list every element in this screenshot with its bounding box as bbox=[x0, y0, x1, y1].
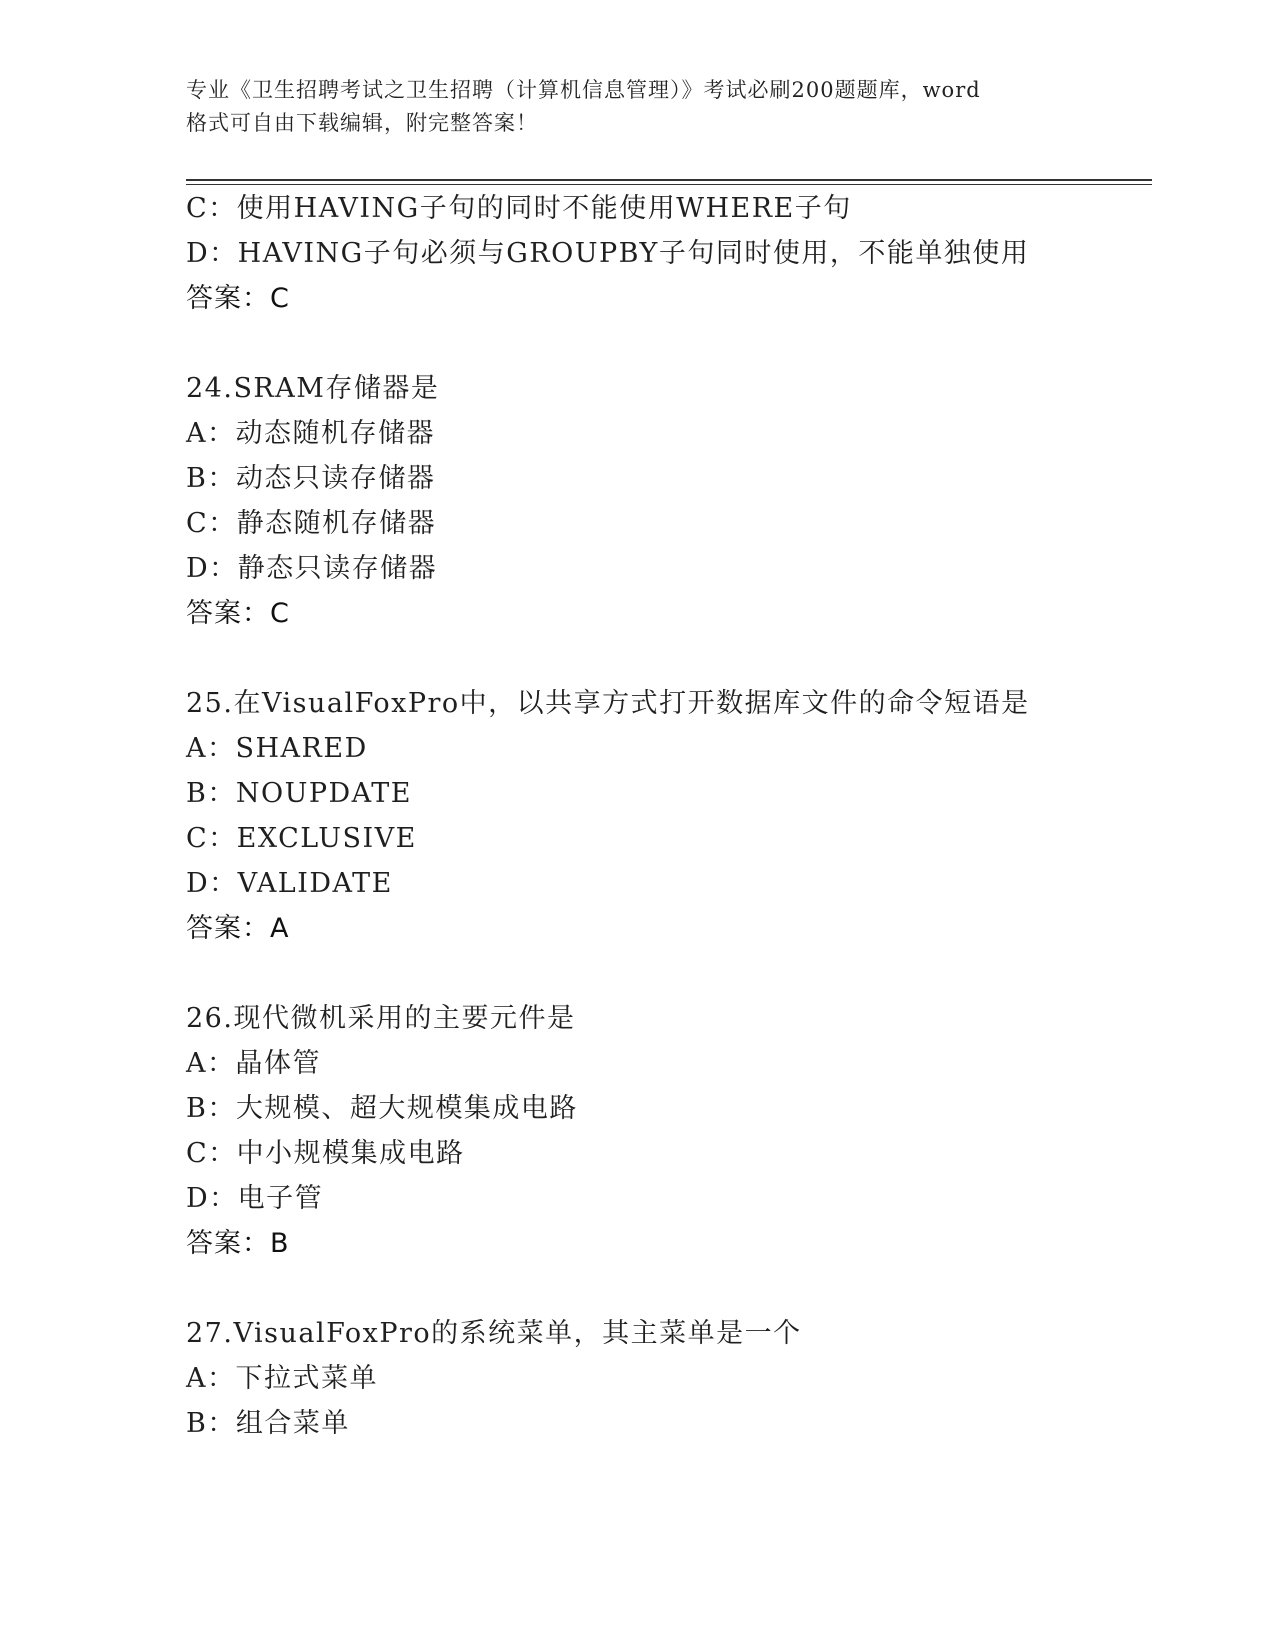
question-24: 24.SRAM存储器是 bbox=[186, 373, 440, 404]
header-line-2: 格式可自由下载编辑，附完整答案！ bbox=[186, 111, 538, 135]
answer-line: 答案：B bbox=[186, 1228, 290, 1259]
option-c: C：静态随机存储器 bbox=[186, 508, 437, 539]
option-c: C：使用HAVING子句的同时不能使用WHERE子句 bbox=[186, 193, 852, 224]
option-d: D：HAVING子句必须与GROUPBY子句同时使用，不能单独使用 bbox=[186, 238, 1030, 269]
option-b: B：动态只读存储器 bbox=[186, 463, 436, 494]
header-rule-thick bbox=[186, 179, 1152, 181]
option-d: D：电子管 bbox=[186, 1183, 324, 1214]
header-line-1: 专业《卫生招聘考试之卫生招聘（计算机信息管理）》考试必刷200题题库，word bbox=[186, 78, 981, 102]
header-rule-thin bbox=[186, 184, 1152, 185]
answer-line: 答案：A bbox=[186, 913, 290, 944]
answer-line: 答案：C bbox=[186, 598, 290, 629]
document-header bbox=[186, 74, 1086, 140]
option-a: A：下拉式菜单 bbox=[186, 1363, 378, 1394]
option-b: B：NOUPDATE bbox=[186, 778, 412, 809]
option-a: A：动态随机存储器 bbox=[186, 418, 435, 449]
option-a: A：SHARED bbox=[186, 733, 368, 764]
option-b: B：大规模、超大规模集成电路 bbox=[186, 1093, 578, 1124]
question-26: 26.现代微机采用的主要元件是 bbox=[186, 1003, 576, 1034]
option-a: A：晶体管 bbox=[186, 1048, 321, 1079]
option-d: D：静态只读存储器 bbox=[186, 553, 438, 584]
question-25: 25.在VisualFoxPro中，以共享方式打开数据库文件的命令短语是 bbox=[186, 688, 1030, 719]
option-c: C：中小规模集成电路 bbox=[186, 1138, 465, 1169]
question-27: 27.VisualFoxPro的系统菜单，其主菜单是一个 bbox=[186, 1318, 802, 1349]
option-d: D：VALIDATE bbox=[186, 868, 393, 899]
option-b: B：组合菜单 bbox=[186, 1408, 350, 1439]
answer-line: 答案：C bbox=[186, 283, 290, 314]
option-c: C：EXCLUSIVE bbox=[186, 823, 417, 854]
